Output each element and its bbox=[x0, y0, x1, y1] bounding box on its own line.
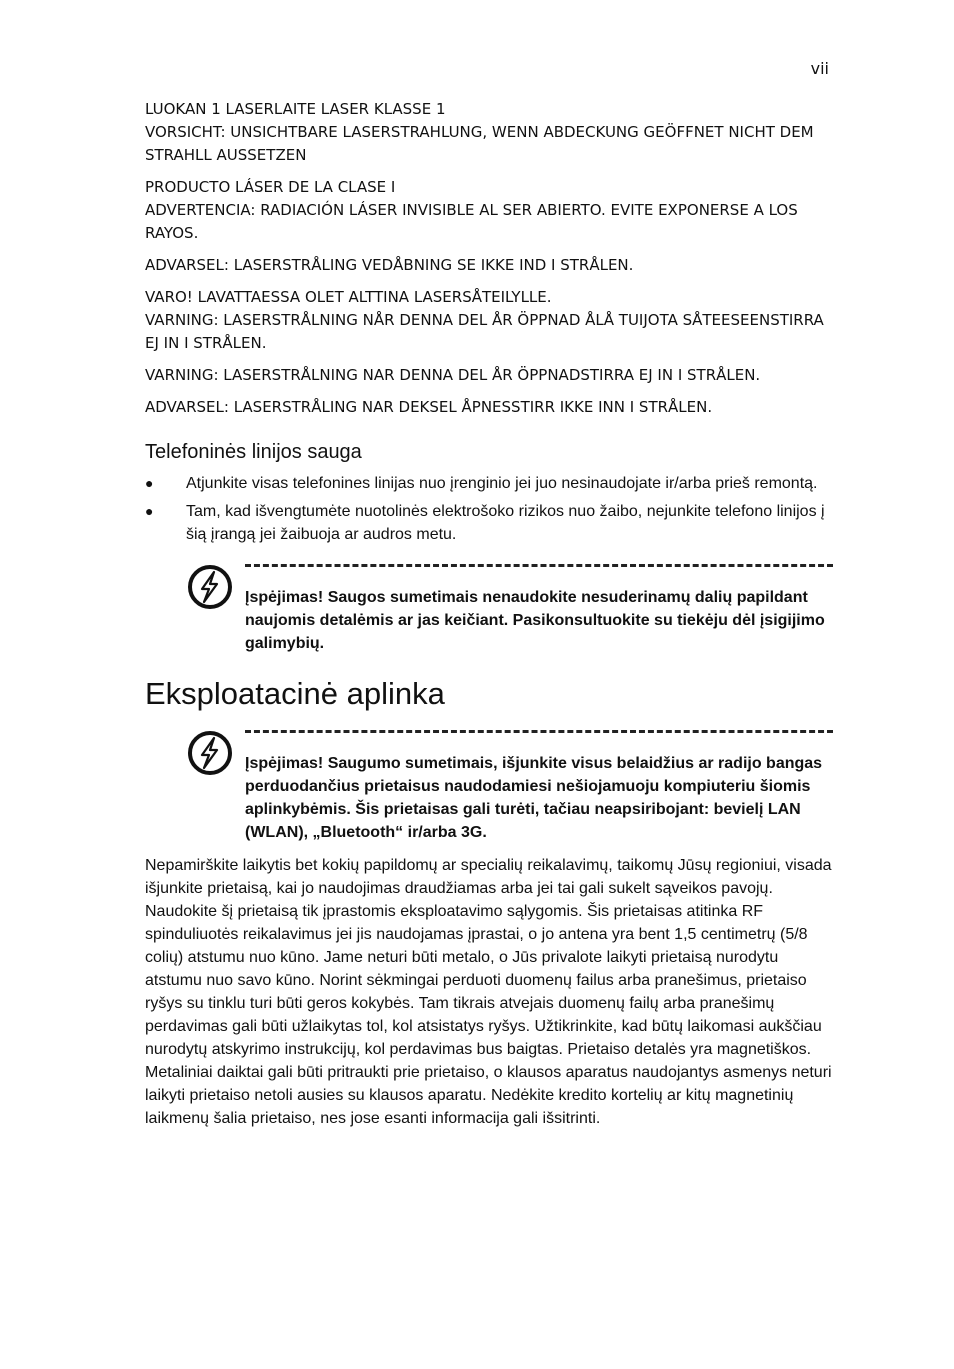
warning-text: Įspėjimas! Saugos sumetimais nenaudokite nesuderinamų dalių papildant naujomis detalėmis ar jas keičiant. Pasikonsultuokite su tiekėju dėl įsigijimo galimybių. bbox=[245, 589, 825, 652]
laser-line: VARNING: LASERSTRÅLNING NAR DENNA DEL ÅR ÖPPNADSTIRRA EJ IN I STRÅLEN. bbox=[145, 366, 761, 384]
list-item-text: Atjunkite visas telefonines linijas nuo įrenginio jei juo nesinaudojate ir/arba prieš remontą. bbox=[186, 475, 818, 492]
bullet-icon: ● bbox=[145, 503, 154, 519]
section-heading: Eksploatacinė aplinka bbox=[145, 676, 445, 711]
phone-safety-heading: Telefoninės linijos sauga bbox=[145, 441, 362, 463]
list-item-text: Tam, kad išvengtumėte nuotolinės elektrošoko rizikos nuo žaibo, nejunkite telefono linijos į šią įrangą jei žaibuoja ar audros metu. bbox=[186, 503, 825, 543]
body-paragraph: Nepamirškite laikytis bet kokių papildomų ar specialių reikalavimų, taikomų Jūsų regioniui, visada išjunkite prietaisą, kai jo naudojimas draudžiamas arba jei tai gali sukelt sąveikos pavojų. Naudokite šį prietaisą tik įprastomis eksploatavimo sąlygomis. Šis prietaisas atitinka RF spinduliuotės reikalavimus jei jis naudojamas įprastai, o jo antena yra bent 1,5 centimetrų (5/8 colių) atstumu nuo kūno. Jame neturi būti metalo, o Jūs privalote laikyti prietaisą nurodytu atstumu nuo savo kūno. Norint sėkmingai perduoti duomenų failus arba pranešimus, prietaiso ryšys su tinklu turi būti geros kokybės. Tam tikrais atvejais duomenų failų arba pranešimų perdavimas gali būti užlaikytas tol, kol atsistatys ryšys. Užtikrinkite, kad būtų laikomasi aukščiau nurodytų atskyrimo instrukcijų, kol perdavimas bus baigtas. Prietaiso detalės yra magnetiškos. Metaliniai daiktai gali būti pritraukti prie prietaiso, o klausos aparatus naudojantys asmenys neturi laikyti prietaiso netoli ausies su klausos aparatu. Nedėkite kredito kortelių ar kitų magnetinių laikmenų šalia prietaiso, nes jose esanti informacija gali išsitrinti. bbox=[145, 857, 832, 1127]
laser-line: VARO! LAVATTAESSA OLET ALTTINA LASERSÅTEILYLLE. bbox=[145, 288, 552, 306]
laser-line: VORSICHT: UNSICHTBARE LASERSTRAHLUNG, WENN ABDECKUNG GEÖFFNET NICHT DEM STRAHLL AUSSETZEN bbox=[145, 123, 814, 164]
lightning-warning-icon bbox=[187, 564, 233, 610]
operating-env-warning bbox=[145, 730, 833, 844]
bullet-icon: ● bbox=[145, 475, 154, 491]
laser-warning-3 bbox=[145, 254, 833, 277]
laser-line: ADVERTENCIA: RADIACIÓN LÁSER INVISIBLE AL SER ABIERTO. EVITE EXPONERSE A LOS RAYOS. bbox=[145, 201, 798, 242]
laser-line: LUOKAN 1 LASERLAITE LASER KLASSE 1 bbox=[145, 100, 446, 118]
laser-line: ADVARSEL: LASERSTRÅLING NAR DEKSEL ÅPNESSTIRR IKKE INN I STRÅLEN. bbox=[145, 398, 713, 416]
dashed-divider bbox=[245, 730, 833, 733]
dashed-divider bbox=[245, 564, 833, 567]
page-number: vii bbox=[810, 59, 829, 78]
phone-safety-list bbox=[145, 472, 833, 546]
laser-line: PRODUCTO LÁSER DE LA CLASE I bbox=[145, 178, 396, 196]
laser-line: ADVARSEL: LASERSTRÅLING VEDÅBNING SE IKKE IND I STRÅLEN. bbox=[145, 256, 634, 274]
laser-warning-5 bbox=[145, 364, 833, 387]
phone-safety-warning bbox=[145, 564, 833, 655]
page-content bbox=[145, 98, 833, 1130]
laser-line: VARNING: LASERSTRÅLNING NÅR DENNA DEL ÅR ÖPPNAD ÅLÅ TUIJOTA SÅTEESEENSTIRRA EJ IN I STRÅLEN. bbox=[145, 311, 824, 352]
laser-warning-2 bbox=[145, 176, 833, 245]
laser-warning-1 bbox=[145, 98, 833, 167]
lightning-warning-icon bbox=[187, 730, 233, 776]
laser-warning-6 bbox=[145, 396, 833, 419]
list-item bbox=[145, 500, 833, 546]
warning-text: Įspėjimas! Saugumo sumetimais, išjunkite visus belaidžius ar radijo bangas perduodančius prietaisus naudodamiesi nešiojamuoju kompiuteriu šiomis aplinkybėmis. Šis prietaisas gali turėti, tačiau neapsiribojant: bevielį LAN (WLAN), „Bluetooth“ ir/arba 3G. bbox=[245, 755, 823, 841]
list-item bbox=[145, 472, 833, 495]
laser-warning-4 bbox=[145, 286, 833, 355]
